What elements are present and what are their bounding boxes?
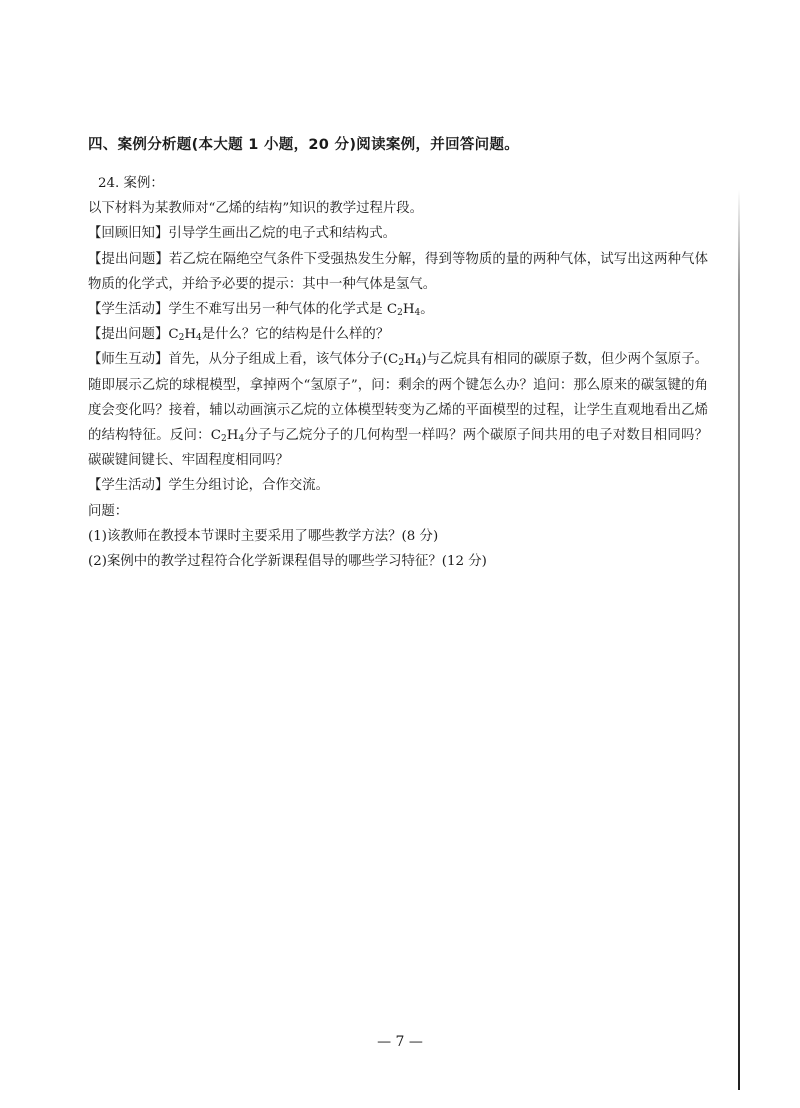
ethylene-formula: $C_2H_4$ bbox=[210, 428, 245, 445]
case-step-question: 【提出问题】若乙烷在隔绝空气条件下受强热发生分解，得到等物质的量的两种气体，试写出这两种气体物质的化学式，并给予必要的提示：其中一种气体是氢气。 bbox=[88, 251, 708, 292]
case-step-review: 【回顾旧知】引导学生画出乙烷的电子式和结构式。 bbox=[88, 226, 396, 242]
question-1: (1)该教师在教授本节课时主要采用了哪些教学方法？(8 分) bbox=[88, 528, 439, 544]
case-step-question-2: 【提出问题】$C_2H_4$是什么？它的结构是什么样的？ bbox=[88, 327, 390, 344]
ethylene-formula: $C_2H_4$ bbox=[168, 327, 202, 344]
question-2: (2)案例中的教学过程符合化学新课程倡导的哪些学习特征？(12 分) bbox=[88, 554, 487, 570]
scan-edge-line bbox=[738, 190, 740, 1090]
question-content bbox=[88, 134, 708, 574]
section-heading: 四、案例分析题(本大题 1 小题，20 分)阅读案例，并回答问题。 bbox=[88, 137, 520, 153]
case-step-group-activity: 【学生活动】学生分组讨论，合作交流。 bbox=[88, 478, 330, 494]
case-intro: 以下材料为某教师对“乙烯的结构”知识的教学过程片段。 bbox=[88, 201, 424, 217]
ethylene-formula: $C_2H_4$ bbox=[387, 352, 422, 369]
question-number: 24. 案例： bbox=[98, 176, 164, 191]
case-step-student-activity: 【学生活动】学生不难写出另一种气体的化学式是 $C_2H_4$。 bbox=[88, 302, 434, 319]
questions-label: 问题： bbox=[88, 503, 129, 519]
case-step-interaction: 【师生互动】首先，从分子组成上看，该气体分子$(C_2H_4)$与乙烷具有相同的碳原子数，但少两个氢原子。随即展示乙烷的球棍模型，拿掉两个“氢原子”，问：剩余的两个键怎么办？追问：那么原来的碳氢键的角度会变化吗？接着，辅以动画演示乙烷的立体模型转变为乙烯的平面模型的过程，让学生直观地看出乙烯的结构特征。反问：$C_2H_4$分子与乙烷分子的几何构型一样吗？两个碳原子间共用的电子对数目相同吗？碳碳键间键长、牢固程度相同吗？ bbox=[88, 352, 709, 469]
ethylene-formula: $C_2H_4$ bbox=[386, 302, 421, 319]
page-number: — 7 — bbox=[377, 1034, 423, 1050]
